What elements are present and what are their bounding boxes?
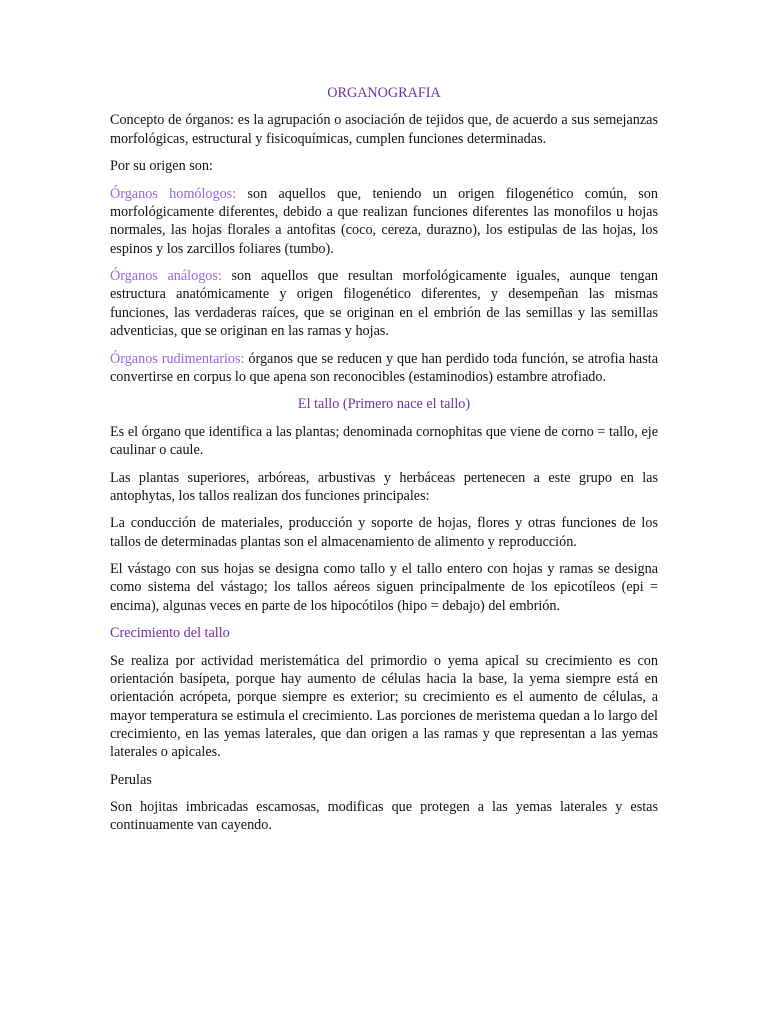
paragraph-tallo-1: Es el órgano que identifica a las plantas; denominada cornophitas que viene de corno = tallo, eje caulinar o caule. (110, 423, 658, 459)
paragraph-analogos (110, 267, 658, 340)
paragraph-origen: Por su origen son: (110, 158, 213, 175)
paragraph-crecimiento: Se realiza por actividad meristemática del primordio o yema apical su crecimiento es con orientación basípeta, porque hay aumento de células hacia la base, la yema siempre está en orientación acrópeta, porque siempre es exterior; su crecimiento es el aumento de células, a mayor temperatura se estimula el crecimiento. Las porciones de meristema quedan a lo largo del crecimiento, en las yemas laterales, que dan origen a las ramas y que representan a las yemas laterales o apicales. (110, 652, 658, 761)
heading-perulas: Perulas (110, 771, 152, 788)
paragraph-tallo-2: Las plantas superiores, arbóreas, arbustivas y herbáceas pertenecen a este grupo en las antophytas, los tallos realizan dos funciones principales: (110, 469, 658, 504)
term-homologos: Órganos homólogos: (110, 185, 237, 202)
paragraph-rudimentarios (110, 350, 658, 387)
paragraph-tallo-4: El vástago con sus hojas se designa como tallo y el tallo entero con hojas y ramas se designa como sistema del vástago; los tallos aéreos siguen principalmente de los epicotíleos (epi = encima), algunas veces en parte de los hipocótilos (hipo = debajo) del embrión. (110, 561, 658, 614)
text-homologos: son aquellos que, teniendo un origen filogenético común, son morfológicamente diferentes, debido a que realizan funciones diferentes las monofilos u hojas normales, las hojas florales a antofitas (coco, cereza, durazno), los estipulas de las hojas, los espinos y los zarcillos foliares (tumbo). (110, 185, 658, 257)
term-rudimentarios: Órganos rudimentarios: (110, 350, 245, 367)
paragraph-concepto: Concepto de órganos: es la agrupación o asociación de tejidos que, de acuerdo a sus semejanzas morfológicas, estructural y fisicoquímicas, cumplen funciones determinadas. (110, 112, 658, 147)
heading-crecimiento: Crecimiento del tallo (110, 625, 230, 642)
text-rudimentarios: órganos que se reducen y que han perdido toda función, se atrofia hasta convertirse en corpus lo que apena son reconocibles (estaminodios) estambre atrofiado. (110, 350, 658, 385)
paragraph-homologos (110, 185, 658, 258)
term-analogos: Órganos análogos: (110, 268, 222, 285)
document-page (110, 84, 658, 844)
paragraph-perulas: Son hojitas imbricadas escamosas, modificas que protegen a las yemas laterales y estas continuamente van cayendo. (110, 799, 658, 834)
heading-el-tallo: El tallo (Primero nace el tallo) (297, 396, 471, 413)
document-title: ORGANOGRAFIA (327, 85, 441, 101)
paragraph-tallo-3: La conducción de materiales, producción y soporte de hojas, flores y otras funciones de los tallos de determinadas plantas son el almacenamiento de alimento y reproducción. (110, 515, 658, 550)
text-analogos: son aquellos que resultan morfológicamente iguales, aunque tengan estructura anatómicamente y origen filogenético diferentes, y desempeñan las mismas funciones, las verdaderas raíces, que se originan en el embrión de las semillas y las semillas adventicias, que se originan en las ramas y hojas. (110, 268, 658, 340)
